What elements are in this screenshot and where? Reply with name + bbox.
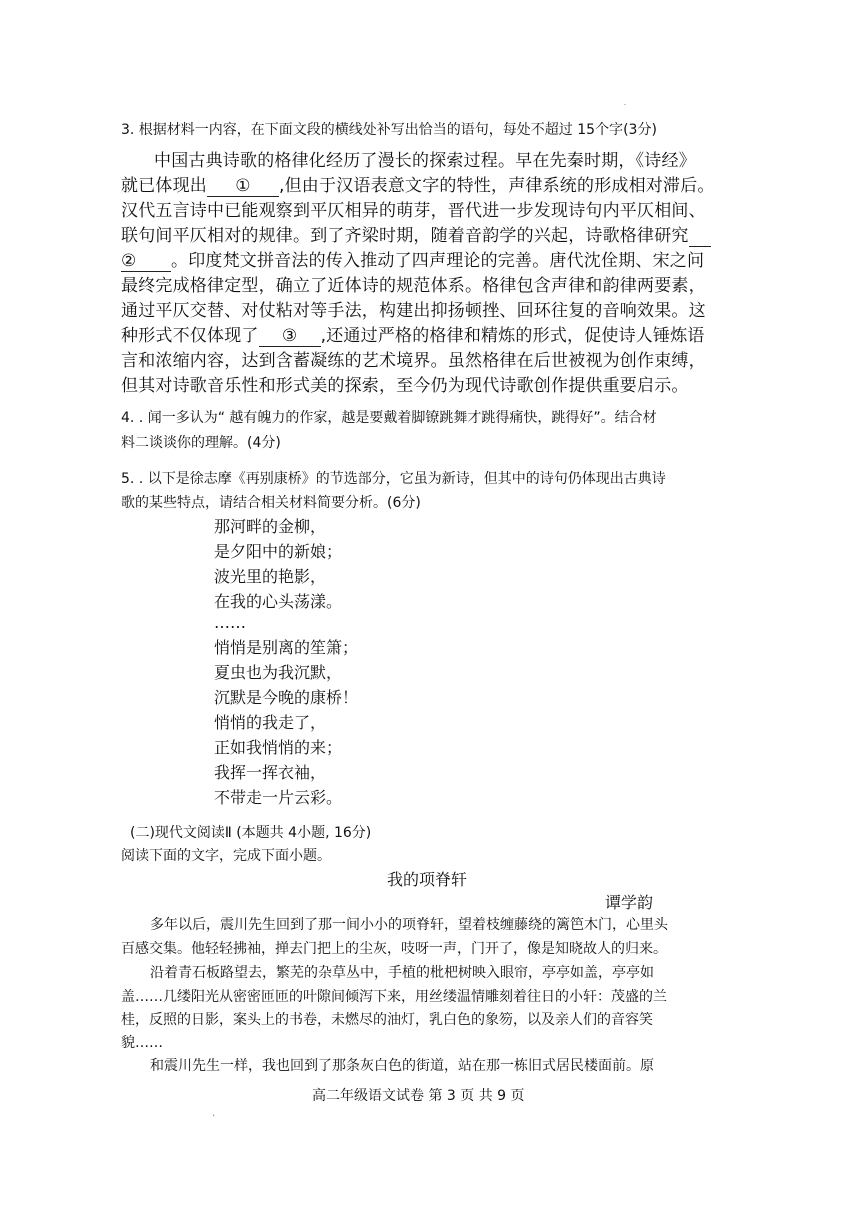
- article-line: 沿着青石板路望去，繁芜的杂草丛中，手植的枇杷树映入眼帘，亭亭如盖，亭亭如: [150, 965, 654, 981]
- q3-passage-line: 但其对诗歌音乐性和形式美的探索，至今仍为现代诗歌创作提供重要启示。: [121, 376, 689, 396]
- q3-passage-text: 联句间平仄相对的规律。到了齐梁时期，随着音韵学的兴起，诗歌格律研究: [121, 226, 689, 246]
- poem-ellipsis: ……: [214, 613, 246, 632]
- q3-passage-text: ,但由于汉语表意文字的特性，声律系统的形成相对滞后。: [279, 176, 715, 196]
- q3-passage-line: [121, 221, 711, 247]
- poem-line: 波光里的艳影，: [214, 567, 327, 586]
- article-author: 谭学韵: [605, 893, 654, 912]
- poem-line: 夏虫也为我沉默，: [214, 663, 343, 682]
- q3-passage-text: 。印度梵文拼音法的传入推动了四声理论的完善。唐代沈佺期、宋之问: [171, 251, 705, 271]
- blank-1-label: ①: [235, 176, 251, 196]
- question-4-line: 料二谈谈你的理解。(4分): [121, 435, 281, 451]
- q3-passage-line: 言和浓缩内容，达到含蓄凝练的艺术境界。虽然格律在后世被视为创作束缚，: [121, 351, 706, 371]
- poem-line: 正如我悄悄的来；: [214, 738, 343, 757]
- question-5-line: 歌的某些特点，请结合相关材料简要分析。(6分): [121, 495, 421, 511]
- article-title: 我的项脊轩: [387, 870, 468, 889]
- question-5-line: 5. . 以下是徐志摩《再别康桥》的节选部分，它虽为新诗，但其中的诗句仍体现出古典诗: [121, 471, 666, 487]
- scan-mark: ': [213, 1114, 215, 1121]
- q3-passage-line: [121, 246, 704, 272]
- scan-mark: .: [624, 100, 626, 107]
- blank-2-lead: [689, 226, 711, 247]
- poem-line: 那河畔的金柳，: [214, 517, 327, 536]
- blank-3-label: ③: [281, 326, 298, 346]
- blank-2-label: ②: [121, 251, 137, 271]
- poem-line: 不带走一片云彩。: [214, 788, 343, 807]
- q3-passage-line: 中国古典诗歌的格律化经历了漫长的探索过程。早在先秦时期，《诗经》: [154, 151, 696, 171]
- section-instruction: 阅读下面的文字，完成下面小题。: [121, 848, 331, 864]
- article-line: 桂，反照的日影，案头上的书卷，未燃尽的油灯，乳白色的象笏，以及亲人们的音容笑: [121, 1012, 653, 1028]
- blank-3: [259, 326, 321, 347]
- question-4-line: 4. . 闻一多认为“ 越有魄力的作家，越是要戴着脚镣跳舞才跳得痛快，跳得好”。结合材: [121, 410, 657, 426]
- blank-1: [207, 176, 279, 197]
- blank-2: [121, 251, 171, 272]
- poem-line: 悄悄的我走了，: [214, 713, 327, 732]
- q3-passage-line: 汉代五言诗中已能观察到平仄相异的萌芽，晋代进一步发现诗句内平仄相间、: [121, 201, 706, 221]
- q3-passage-line: 通过平仄交替、对仗粘对等手法，构建出抑扬顿挫、回环往复的音响效果。这: [121, 301, 706, 321]
- poem-line: 悄悄是别离的笙箫；: [214, 638, 359, 657]
- q3-passage-line: [121, 171, 715, 197]
- question-3-prompt: 3. 根据材料一内容，在下面文段的横线处补写出恰当的语句，每处不超过 15个字(3分): [121, 122, 657, 138]
- article-line: 和震川先生一样，我也回到了那条灰白色的街道，站在那一栋旧式居民楼面前。原: [150, 1058, 654, 1074]
- article-line: 盖……几缕阳光从密密匝匝的叶隙间倾泻下来，用丝缕温情雕刻着往日的小轩：茂盛的兰: [121, 989, 667, 1005]
- q3-passage-text: ,还通过严格的格律和精炼的形式，促使诗人锤炼语: [320, 326, 705, 346]
- article-line: 百感交集。他轻轻拂袖，掸去门把上的尘灰，吱呀一声，门开了，像是知晓故人的归来。: [121, 941, 667, 957]
- article-line: 多年以后，震川先生回到了那一间小小的项脊轩，望着枝缠藤绕的篱笆木门，心里头: [150, 917, 668, 933]
- poem-line: 我挥一挥衣袖，: [214, 763, 327, 782]
- q3-passage-text: 就已体现出: [121, 176, 207, 196]
- section-heading: (二)现代文阅读Ⅱ (本题共 4小题, 16分): [130, 825, 372, 841]
- poem-line: 沉默是今晚的康桥！: [214, 688, 359, 707]
- q3-passage-text: 种形式不仅体现了: [121, 326, 259, 346]
- poem-line: 是夕阳中的新娘；: [214, 542, 343, 561]
- poem-line: 在我的心头荡漾。: [214, 592, 343, 611]
- page-footer: 高二年级语文试卷 第 3 页 共 9 页: [312, 1088, 525, 1104]
- q3-passage-line: [121, 321, 705, 347]
- article-line: 貌……: [121, 1035, 163, 1051]
- q3-passage-line: 最终完成格律定型，确立了近体诗的规范体系。格律包含声律和韵律两要素，: [121, 276, 706, 296]
